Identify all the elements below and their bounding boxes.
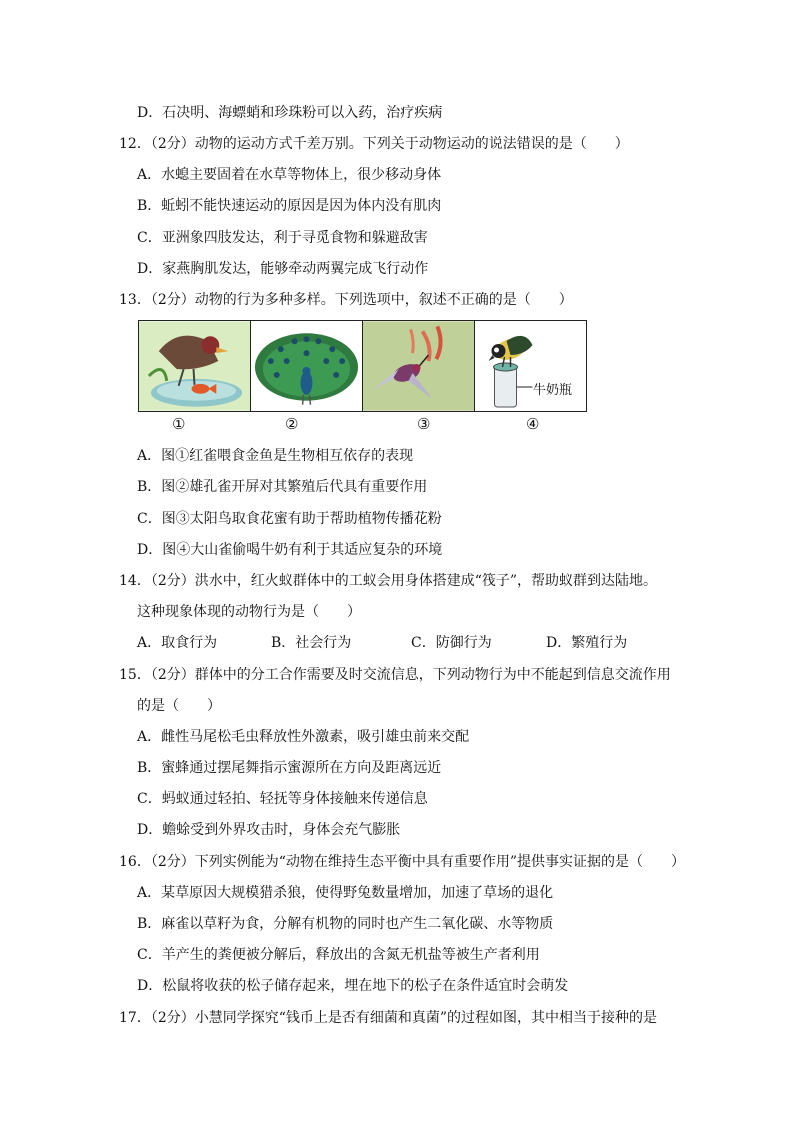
q16-option-c: C．羊产生的粪便被分解后，释放出的含氮无机盐等被生产者利用 xyxy=(137,947,540,963)
q12-option-a: A．水螅主要固着在水草等物体上，很少移动身体 xyxy=(137,167,442,183)
q14-option-b: B．社会行为 xyxy=(271,635,352,651)
q15-option-a: A．雌性马尾松毛虫释放性外激素，吸引雄虫前来交配 xyxy=(137,729,470,745)
q11-option-d: D．石决明、海螵蛸和珍珠粉可以入药，治疗疾病 xyxy=(137,105,443,121)
q13-option-c: C．图③太阳鸟取食花蜜有助于帮助植物传播花粉 xyxy=(137,511,442,527)
figure-4-great-tit-milk-bottle xyxy=(475,321,586,411)
q13-option-b: B．图②雄孔雀开屏对其繁殖后代具有重要作用 xyxy=(137,479,428,495)
figure-number-2: ② xyxy=(285,415,299,433)
q15-option-b: B．蜜蜂通过摆尾舞指示蜜源所在方向及距离远近 xyxy=(137,760,442,776)
figure-1-cardinal-feeding-goldfish xyxy=(139,321,251,411)
q16-option-b: B．麻雀以草籽为食，分解有机物的同时也产生二氧化碳、水等物质 xyxy=(137,916,554,932)
sunbird-illustration xyxy=(363,321,474,411)
q13-figure-table xyxy=(138,320,587,412)
q12-stem: 12．（2分）动物的运动方式千差万别。下列关于动物运动的说法错误的是（ ） xyxy=(119,136,629,152)
q16-option-d: D．松鼠将收获的松子储存起来，埋在地下的松子在条件适宜时会萌发 xyxy=(137,978,569,994)
figure-number-1: ① xyxy=(172,415,186,433)
figure-number-4: ④ xyxy=(526,415,540,433)
figure-3-sunbird-nectar xyxy=(363,321,475,411)
q12-option-c: C．亚洲象四肢发达，利于寻觅食物和躲避敌害 xyxy=(137,230,428,246)
q13-option-d: D．图④大山雀偷喝牛奶有利于其适应复杂的环境 xyxy=(137,542,443,558)
figure-number-3: ③ xyxy=(417,415,431,433)
q16-option-a: A．某草原因大规模猎杀狼，使得野兔数量增加，加速了草场的退化 xyxy=(137,885,554,901)
q13-option-a: A．图①红雀喂食金鱼是生物相互依存的表现 xyxy=(137,448,414,464)
q14-stem-line2: 这种现象体现的动物行为是（ ） xyxy=(137,604,361,620)
q14-stem-line1: 14．（2分）洪水中，红火蚁群体中的工蚁会用身体搭建成“筏子”，帮助蚁群到达陆地。 xyxy=(119,573,658,589)
q16-stem: 16．（2分）下列实例能为“动物在维持生态平衡中具有重要作用”提供事实证据的是（ ） xyxy=(119,854,686,870)
q15-option-d: D．蟾蜍受到外界攻击时，身体会充气膨胀 xyxy=(137,822,401,838)
q13-stem: 13．（2分）动物的行为多种多样。下列选项中，叙述不正确的是（ ） xyxy=(119,292,573,308)
q14-option-d: D．繁殖行为 xyxy=(546,635,628,651)
bird-feeding-fish-illustration xyxy=(139,321,250,411)
q12-option-d: D．家燕胸肌发达，能够牵动两翼完成飞行动作 xyxy=(137,261,429,277)
q12-option-b: B．蚯蚓不能快速运动的原因是因为体内没有肌肉 xyxy=(137,198,442,214)
q15-option-c: C．蚂蚁通过轻拍、轻抚等身体接触来传递信息 xyxy=(137,791,428,807)
q15-stem-line2: 的是（ ） xyxy=(137,698,221,714)
q15-stem-line1: 15．（2分）群体中的分工合作需要及时交流信息，下列动物行为中不能起到信息交流作用 xyxy=(119,667,671,683)
q17-stem: 17．（2分）小慧同学探究“钱币上是否有细菌和真菌”的过程如图，其中相当于接种的是 xyxy=(119,1010,658,1026)
q14-option-a: A．取食行为 xyxy=(137,635,218,651)
figure-2-peacock-display xyxy=(251,321,363,411)
q14-option-c: C．防御行为 xyxy=(411,635,492,651)
milk-bottle-label: 牛奶瓶 xyxy=(533,383,573,398)
peacock-illustration xyxy=(251,321,362,411)
